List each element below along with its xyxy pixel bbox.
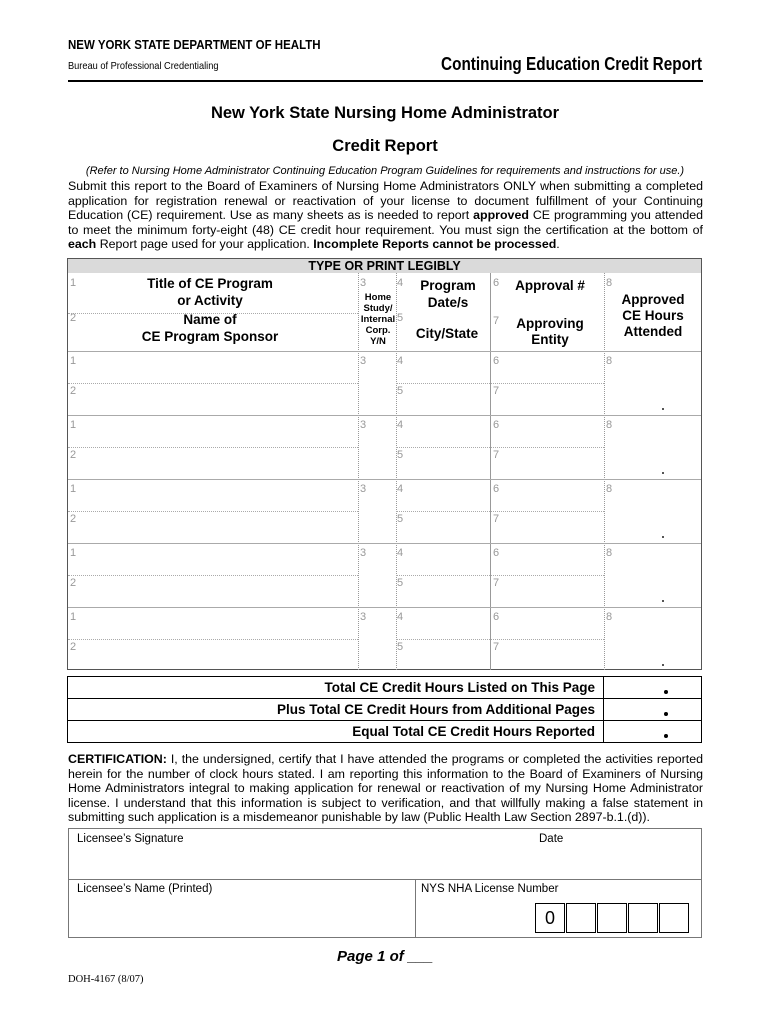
col-dates-line2: Date/s bbox=[427, 295, 469, 310]
header-rule bbox=[68, 80, 703, 82]
signature-field[interactable] bbox=[73, 847, 513, 877]
decimal-point bbox=[662, 600, 664, 602]
page-subtitle: Credit Report bbox=[332, 137, 438, 155]
col-city-state: City/State bbox=[415, 326, 479, 341]
field-number: 4 bbox=[397, 483, 404, 495]
field-number: 7 bbox=[493, 577, 500, 589]
field-number: 8 bbox=[606, 355, 613, 367]
field-number: 8 bbox=[606, 419, 613, 431]
total-additional-label: Plus Total CE Credit Hours from Additional Pages bbox=[276, 702, 595, 717]
total-equal-field[interactable] bbox=[604, 721, 701, 742]
field-number: 8 bbox=[606, 611, 613, 623]
license-digit-box: 0 bbox=[535, 903, 565, 933]
field-number: 3 bbox=[360, 419, 367, 431]
field-number: 2 bbox=[70, 513, 77, 525]
license-digit-box[interactable] bbox=[597, 903, 627, 933]
printed-name-label: Licensee’s Name (Printed) bbox=[77, 883, 213, 895]
total-equal-label: Equal Total CE Credit Hours Reported bbox=[352, 724, 595, 739]
field-number: 6 bbox=[493, 611, 500, 623]
field-number: 6 bbox=[493, 547, 500, 559]
field-number: 4 bbox=[397, 277, 404, 289]
col-sponsor-line1: Name of bbox=[183, 312, 237, 327]
col-home-study: Home Study/ Internal Corp. Y/N bbox=[360, 292, 396, 347]
signature-divider bbox=[69, 879, 701, 880]
field-number: 5 bbox=[397, 312, 404, 324]
total-listed-field[interactable] bbox=[604, 677, 701, 698]
field-number: 5 bbox=[397, 513, 404, 525]
field-number: 2 bbox=[70, 641, 77, 653]
field-number: 1 bbox=[70, 355, 77, 367]
row-subdivider bbox=[68, 447, 358, 448]
field-number: 2 bbox=[70, 312, 77, 324]
col-dates-line1: Program bbox=[420, 278, 476, 293]
type-legibly-banner: TYPE OR PRINT LEGIBLY bbox=[68, 259, 701, 273]
field-number: 4 bbox=[397, 611, 404, 623]
field-number: 8 bbox=[606, 547, 613, 559]
row-subdivider bbox=[396, 639, 604, 640]
col-hours-line1: Approved bbox=[621, 292, 685, 307]
row-subdivider bbox=[68, 511, 358, 512]
field-number: 3 bbox=[360, 277, 367, 289]
form-number: DOH-4167 (8/07) bbox=[68, 974, 144, 985]
total-additional-field[interactable] bbox=[604, 699, 701, 720]
field-number: 4 bbox=[397, 547, 404, 559]
decimal-point bbox=[664, 712, 668, 716]
field-number: 7 bbox=[493, 449, 500, 461]
decimal-point bbox=[662, 536, 664, 538]
field-number: 3 bbox=[360, 611, 367, 623]
report-name: Continuing Education Credit Report bbox=[441, 54, 702, 74]
field-number: 5 bbox=[397, 449, 404, 461]
decimal-point bbox=[664, 734, 668, 738]
row-subdivider bbox=[396, 383, 604, 384]
page-number: Page 1 of ___ bbox=[337, 948, 433, 965]
decimal-point bbox=[662, 664, 664, 666]
page-title: New York State Nursing Home Administrator bbox=[210, 104, 560, 122]
field-number: 6 bbox=[493, 355, 500, 367]
license-digit-box[interactable] bbox=[566, 903, 596, 933]
bureau-name: Bureau of Professional Credentialing bbox=[68, 60, 219, 72]
col-sponsor-line2: CE Program Sponsor bbox=[141, 329, 279, 344]
printed-name-field[interactable] bbox=[73, 899, 403, 933]
row-subdivider bbox=[68, 383, 358, 384]
decimal-point bbox=[662, 472, 664, 474]
name-license-divider bbox=[415, 879, 416, 937]
field-number: 2 bbox=[70, 385, 77, 397]
field-number: 2 bbox=[70, 449, 77, 461]
field-number: 7 bbox=[493, 385, 500, 397]
field-number: 2 bbox=[70, 577, 77, 589]
field-number: 8 bbox=[606, 483, 613, 495]
field-number: 4 bbox=[397, 419, 404, 431]
date-label: Date bbox=[539, 833, 564, 845]
signature-block bbox=[68, 828, 702, 938]
field-number: 3 bbox=[360, 547, 367, 559]
intro-paragraph: Submit this report to the Board of Examiners of Nursing Home Administrators ONLY when submitting a completed application for registration renewal or reactivation of your license to document fulfillment of your Continuing Education (CE) requirement. Use as many sheets as is needed to report approved CE programming you attended to meet the minimum forty-eight (48) CE credit hour requirement. You must sign the certification at the bottom of each Report page used for your application. Incomplete Reports cannot be processed. bbox=[68, 179, 704, 252]
field-number: 6 bbox=[493, 483, 500, 495]
field-number: 5 bbox=[397, 577, 404, 589]
field-number: 1 bbox=[70, 611, 77, 623]
total-listed-label: Total CE Credit Hours Listed on This Page bbox=[324, 680, 595, 695]
field-number: 7 bbox=[493, 513, 500, 525]
row-subdivider bbox=[396, 447, 604, 448]
col-title-line2: or Activity bbox=[177, 293, 243, 308]
decimal-point bbox=[662, 408, 664, 410]
row-subdivider bbox=[68, 575, 358, 576]
col-entity-line1: Approving bbox=[516, 316, 584, 331]
refer-note: (Refer to Nursing Home Administrator Continuing Education Program Guidelines for requirements and instructions for use.) bbox=[85, 165, 685, 177]
field-number: 1 bbox=[70, 277, 77, 289]
field-number: 3 bbox=[360, 355, 367, 367]
field-number: 6 bbox=[493, 277, 500, 289]
field-number: 5 bbox=[397, 385, 404, 397]
header-subdivider bbox=[68, 313, 358, 314]
date-field[interactable] bbox=[524, 847, 694, 877]
license-number-label: NYS NHA License Number bbox=[421, 883, 559, 895]
field-number: 7 bbox=[493, 315, 500, 327]
certification-text: CERTIFICATION: I, the undersigned, certify that I have attended the programs or completed the activities reported herein for the number of clock hours stated. I am reporting this information to the Board of Examiners of Nursing Home Administrators integral to making application for renewal or reactivation of my Nursing Home Administrator license. I understand that this information is subject to verification, and that willfully making a false statement in submitting such application is a misdemeanor punishable by law (Public Health Law Section 2897-b.1.(d)). bbox=[68, 752, 703, 825]
field-number: 1 bbox=[70, 547, 77, 559]
field-number: 7 bbox=[493, 641, 500, 653]
field-number: 6 bbox=[493, 419, 500, 431]
decimal-point bbox=[664, 690, 668, 694]
col-entity-line2: Entity bbox=[531, 332, 569, 347]
field-number: 3 bbox=[360, 483, 367, 495]
field-number: 5 bbox=[397, 641, 404, 653]
agency-name: NEW YORK STATE DEPARTMENT OF HEALTH bbox=[68, 38, 321, 52]
row-subdivider bbox=[396, 511, 604, 512]
signature-label: Licensee’s Signature bbox=[77, 833, 184, 845]
row-subdivider bbox=[68, 639, 358, 640]
field-number: 1 bbox=[70, 419, 77, 431]
field-number: 4 bbox=[397, 355, 404, 367]
license-digit-box[interactable] bbox=[628, 903, 658, 933]
field-number: 8 bbox=[606, 277, 613, 289]
license-digit-box[interactable] bbox=[659, 903, 689, 933]
col-title-line1: Title of CE Program bbox=[147, 276, 273, 291]
field-number: 1 bbox=[70, 483, 77, 495]
col-approval-number: Approval # bbox=[515, 278, 585, 293]
col-hours-line2: CE Hours bbox=[622, 308, 684, 323]
row-subdivider bbox=[396, 575, 604, 576]
col-hours-line3: Attended bbox=[623, 324, 683, 339]
